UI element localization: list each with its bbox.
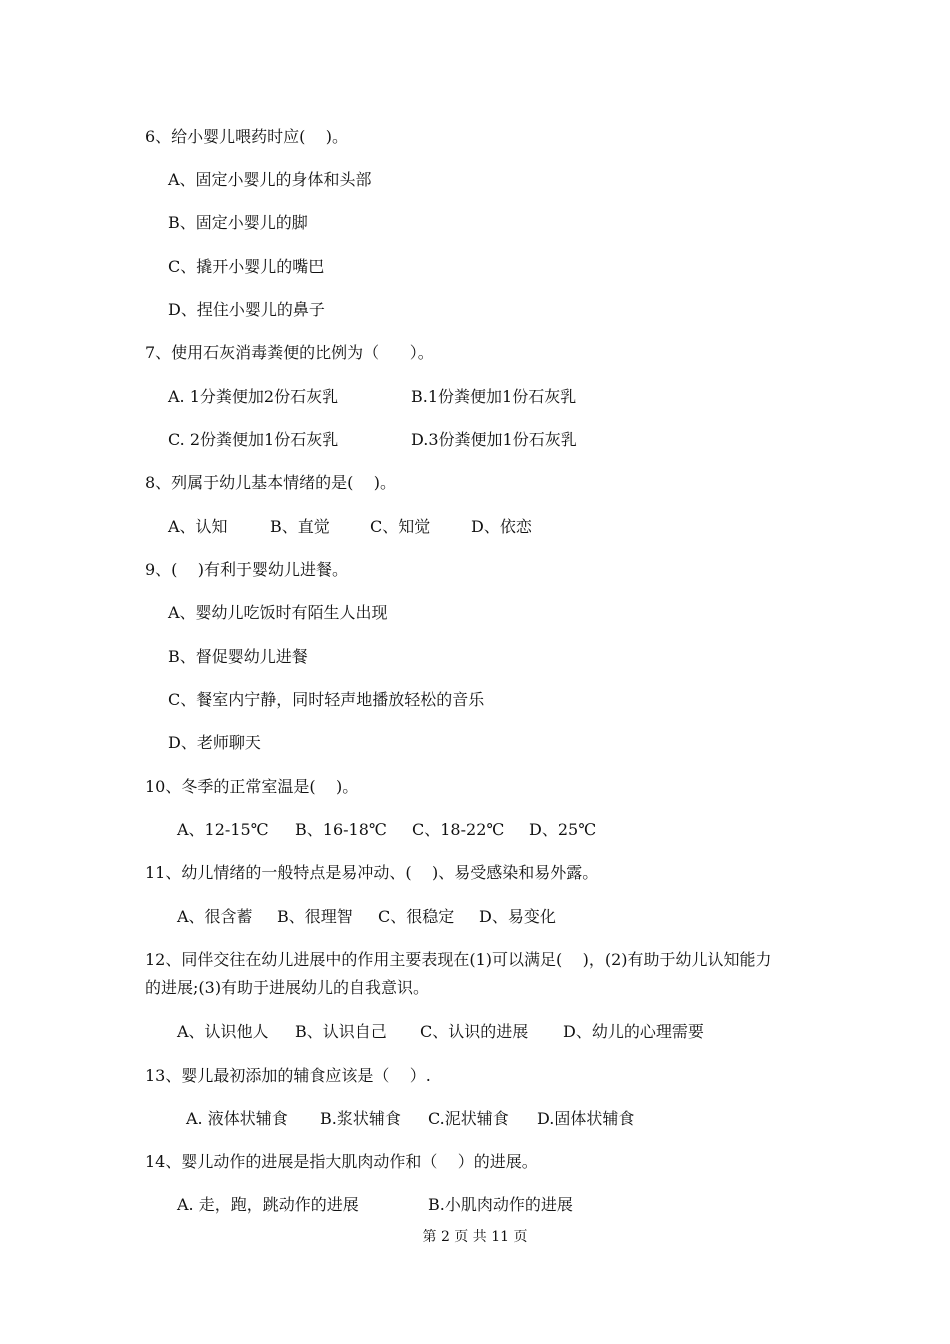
question-13-option-c: C.泥状辅食: [428, 1109, 509, 1128]
question-9-option-c: C、餐室内宁静，同时轻声地播放轻松的音乐: [168, 690, 485, 709]
question-9-option-b: B、督促婴幼儿进餐: [168, 647, 308, 666]
question-8-option-d: D、依恋: [471, 517, 532, 536]
question-10-stem: 10、冬季的正常室温是( )。: [145, 777, 359, 796]
question-7-stem: 7、使用石灰消毒粪便的比例为（ ）。: [145, 343, 434, 362]
question-14-option-a: A. 走，跑，跳动作的进展: [177, 1195, 359, 1214]
question-11-stem: 11、幼儿情绪的一般特点是易冲动、( )、易受感染和易外露。: [145, 863, 599, 882]
question-12-option-a: A、认识他人: [177, 1022, 269, 1041]
page-number-footer: 第 2 页 共 11 页: [422, 1229, 528, 1245]
question-12-option-b: B、认识自己: [295, 1022, 387, 1041]
question-9-option-d: D、老师聊天: [168, 733, 261, 752]
question-11-option-a: A、很含蓄: [177, 907, 253, 926]
question-7-option-c: C. 2份粪便加1份石灰乳: [168, 430, 339, 449]
question-7-option-d: D.3份粪便加1份石灰乳: [411, 430, 577, 449]
question-6-option-d: D、捏住小婴儿的鼻子: [168, 300, 325, 319]
question-13-option-d: D.固体状辅食: [537, 1109, 635, 1128]
question-11-option-b: B、很理智: [277, 907, 353, 926]
question-7-option-a: A. 1分粪便加2份石灰乳: [168, 387, 339, 406]
question-7-option-b: B.1份粪便加1份石灰乳: [411, 387, 577, 406]
question-8-option-b: B、直觉: [270, 517, 330, 536]
question-14-option-b: B.小肌肉动作的进展: [428, 1195, 573, 1214]
question-11-option-d: D、易变化: [479, 907, 556, 926]
question-10-option-c: C、18-22℃: [412, 820, 505, 839]
question-12-stem-line-1: 12、同伴交往在幼儿进展中的作用主要表现在(1)可以满足( )，(2)有助于幼儿认知能力: [145, 950, 772, 969]
question-10-option-d: D、25℃: [529, 820, 597, 839]
question-6-option-b: B、固定小婴儿的脚: [168, 213, 308, 232]
question-13-option-b: B.浆状辅食: [320, 1109, 401, 1128]
question-8-option-a: A、认知: [168, 517, 228, 536]
question-6-option-a: A、固定小婴儿的身体和头部: [168, 170, 372, 189]
question-9-stem: 9、( )有利于婴幼儿进餐。: [145, 560, 349, 579]
question-13-stem: 13、婴儿最初添加的辅食应该是（ ）.: [145, 1066, 431, 1085]
question-14-stem: 14、婴儿动作的进展是指大肌肉动作和（ ）的进展。: [145, 1152, 538, 1171]
question-10-option-b: B、16-18℃: [295, 820, 387, 839]
question-8-stem: 8、列属于幼儿基本情绪的是( )。: [145, 473, 397, 492]
question-12-stem-line-2: 的进展;(3)有助于进展幼儿的自我意识。: [145, 978, 430, 997]
question-11-option-c: C、很稳定: [378, 907, 455, 926]
question-6-stem: 6、给小婴儿喂药时应( )。: [145, 127, 349, 146]
question-6-option-c: C、撬开小婴儿的嘴巴: [168, 257, 325, 276]
question-12-option-c: C、认识的进展: [420, 1022, 529, 1041]
question-10-option-a: A、12-15℃: [177, 820, 269, 839]
question-12-option-d: D、幼儿的心理需要: [563, 1022, 704, 1041]
question-13-option-a: A. 液体状辅食: [186, 1109, 288, 1128]
question-8-option-c: C、知觉: [370, 517, 431, 536]
question-9-option-a: A、婴幼儿吃饭时有陌生人出现: [168, 603, 388, 622]
